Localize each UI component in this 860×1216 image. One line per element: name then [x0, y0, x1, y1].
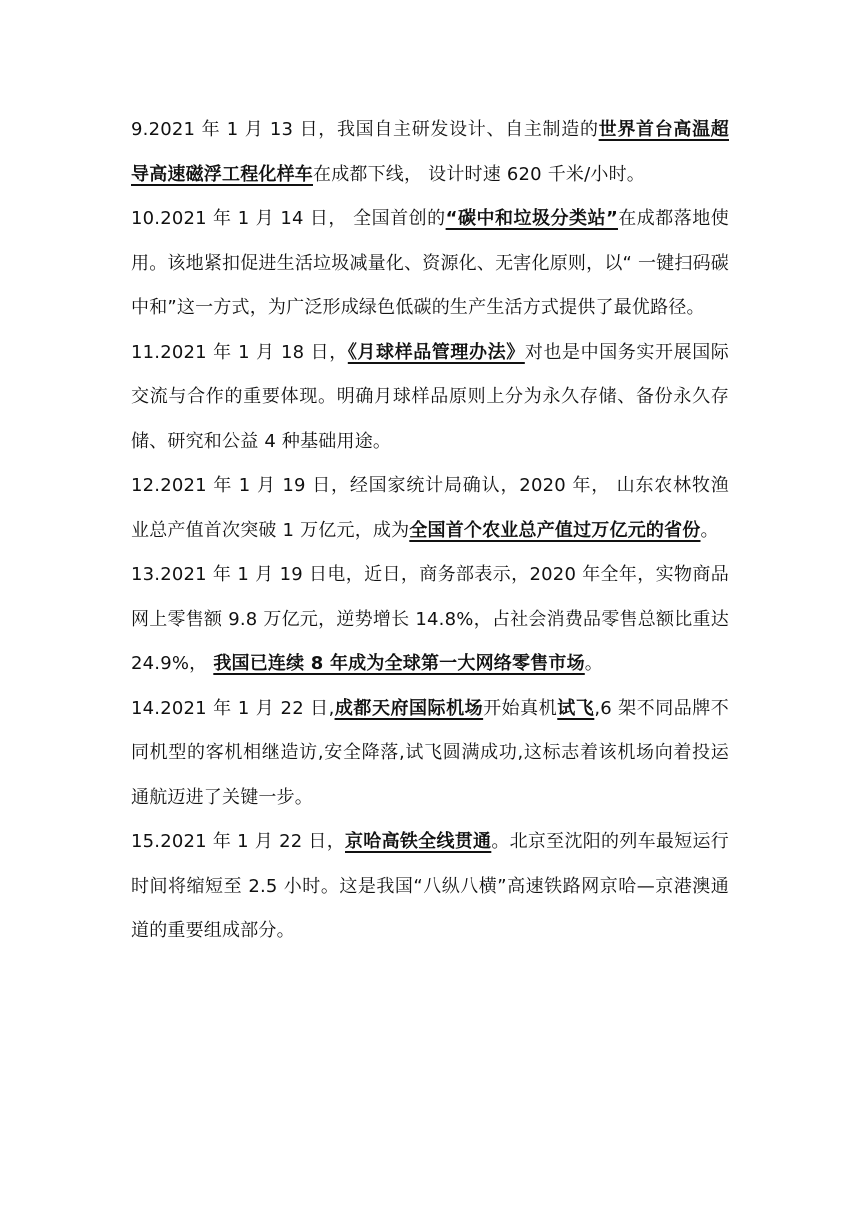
item-text: 在成都下线， 设计时速 620 千米/小时。: [313, 163, 645, 185]
news-item-13: [131, 553, 729, 687]
news-item-9: [131, 108, 729, 197]
item-highlight: 世界首台高温超导高速磁浮工程化样车: [131, 119, 729, 185]
news-item-14: [131, 687, 729, 821]
item-text: 。北京至沈阳的列车最短运行时间将缩短至 2.5 小时。这是我国“八纵八横”高速铁路网京哈—京港澳通道的重要组成部分。: [131, 831, 729, 941]
item-highlight: 京哈高铁全线贯通: [345, 831, 492, 852]
item-text: 15.2021 年 1 月 22 日，: [131, 831, 345, 852]
item-highlight-secondary: 试飞: [557, 697, 595, 719]
item-text: 。: [584, 653, 603, 674]
item-text: 开始真机: [483, 697, 558, 719]
document-page: [131, 108, 729, 954]
item-text: 9.2021 年 1 月 13 日，我国自主研发设计、自主制造的: [131, 119, 599, 140]
item-text: 14.2021 年 1 月 22 日,: [131, 697, 335, 719]
item-highlight: 我国已连续 8 年成为全球第一大网络零售市场: [213, 653, 585, 674]
item-text: 。: [700, 519, 719, 541]
item-text: 对也是中国务实开展国际交流与合作的重要体现。明确月球样品原则上分为永久存储、备份永久存储、研究和公益 4 种基础用途。: [131, 341, 730, 452]
item-text: 13.2021 年 1 月 19 日电，近日，商务部表示，2020 年全年，实物商品网上零售额 9.8 万亿元，逆势增长 14.8%，占社会消费品零售总额比重达 24.9%，: [131, 564, 729, 674]
news-item-15: [131, 820, 729, 954]
news-item-11: [131, 331, 729, 465]
item-text: ,6 架不同品牌不同机型的客机相继造访,安全降落,试飞圆满成功,这标志着该机场向着投运通航迈进了关键一步。: [131, 697, 729, 808]
item-text: 10.2021 年 1 月 14 日， 全国首创的: [131, 208, 446, 229]
item-highlight: 成都天府国际机场: [334, 697, 484, 719]
news-item-12: [131, 464, 729, 553]
item-text: 11.2021 年 1 月 18 日，: [131, 341, 348, 363]
news-item-10: [131, 197, 729, 331]
item-text: 在成都落地使用。该地紧扣促进生活垃圾减量化、资源化、无害化原则，以“ 一键扫码碳中和”这一方式，为广泛形成绿色低碳的生产生活方式提供了最优路径。: [131, 208, 729, 318]
item-highlight: 《月球样品管理办法》: [347, 341, 525, 363]
item-highlight: “碳中和垃圾分类站”: [445, 208, 618, 229]
item-highlight: 全国首个农业总产值过万亿元的省份: [409, 519, 701, 541]
item-text: 12.2021 年 1 月 19 日，经国家统计局确认，2020 年， 山东农林牧渔业总产值首次突破 1 万亿元，成为: [131, 475, 729, 541]
